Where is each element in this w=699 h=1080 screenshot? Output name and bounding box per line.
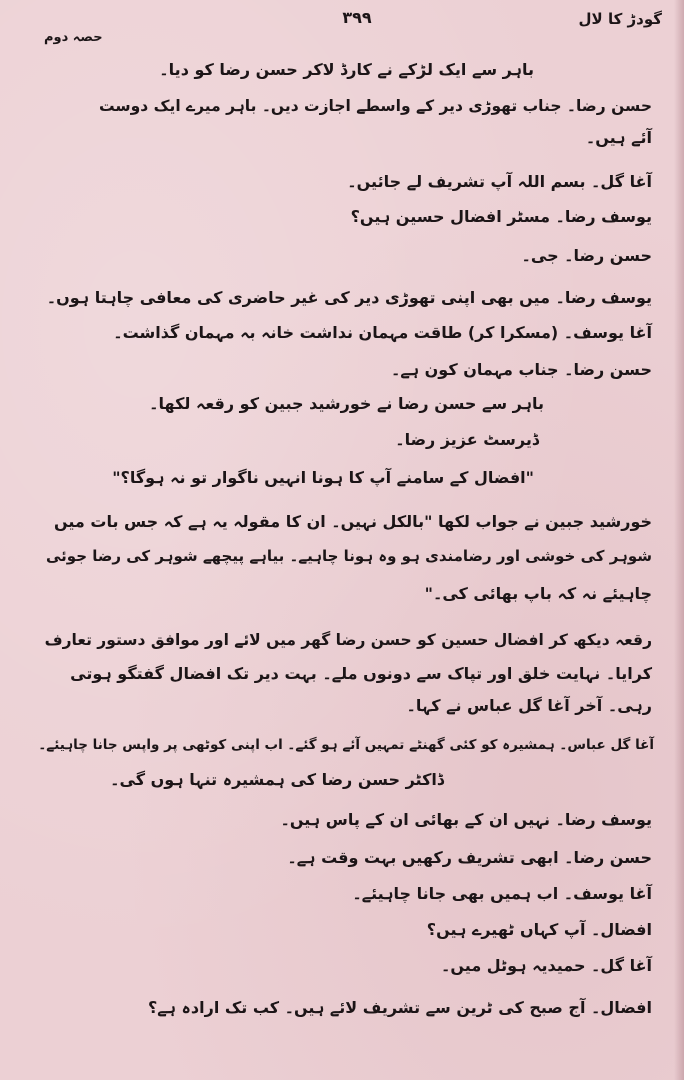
text-line-8: آغا یوسف۔ (مسکرا کر) طاقت مہمان نداشت خانہ بہ مہمان گذاشت۔: [113, 323, 652, 342]
text-line-3: آئے ہیں۔: [585, 128, 652, 147]
text-line-1: باہر سے ایک لڑکے نے کارڈ لاکر حسن رضا کو دیا۔: [159, 60, 534, 79]
text-line-18: رہی۔ آخر آغا گل عباس نے کہا۔: [406, 696, 652, 715]
text-line-11: ڈیرسٹ عزیز رضا۔: [395, 430, 539, 449]
page-number: ۳۹۹: [342, 8, 372, 27]
text-line-26: افضال۔ آج صبح کی ٹرین سے تشریف لائے ہیں۔ کب تک ارادہ ہے؟: [147, 998, 652, 1017]
text-line-24: افضال۔ آپ کہاں ٹھیرے ہیں؟: [426, 920, 652, 939]
spine-shadow: [674, 0, 684, 1080]
text-line-25: آغا گل۔ حمیدیہ ہوٹل میں۔: [441, 956, 652, 975]
text-line-21: یوسف رضا۔ نہیں ان کے بھائی ان کے پاس ہیں۔: [280, 810, 652, 829]
text-line-15: چاہیئے نہ کہ باپ بھائی کی۔": [424, 584, 652, 603]
text-line-4: آغا گل۔ بسم اللہ آپ تشریف لے جائیں۔: [347, 172, 652, 191]
text-line-23: آغا یوسف۔ اب ہمیں بھی جانا چاہیئے۔: [352, 884, 652, 903]
text-line-14: شوہر کی خوشی اور رضامندی ہو وہ ہونا چاہیے۔ بیاہے پیچھے شوہر کی رضا جوئی: [46, 547, 652, 565]
page-edge: [684, 0, 699, 1080]
text-line-5: یوسف رضا۔ مسٹر افضال حسین ہیں؟: [350, 207, 652, 226]
text-line-22: حسن رضا۔ ابھی تشریف رکھیں بہت وقت ہے۔: [287, 848, 652, 867]
text-line-12: "افضال کے سامنے آپ کا ہونا انہیں ناگوار تو نہ ہوگا؟": [112, 468, 534, 487]
text-line-9: حسن رضا۔ جناب مہمان کون ہے۔: [390, 360, 652, 379]
text-line-20: ڈاکٹر حسن رضا کی ہمشیرہ تنہا ہوں گی۔: [110, 770, 444, 789]
text-line-10: باہر سے حسن رضا نے خورشید جبین کو رقعہ لکھا۔: [149, 394, 544, 413]
text-line-13: خورشید جبین نے جواب لکھا "بالکل نہیں۔ ان کا مقولہ یہ ہے کہ جس بات میں: [53, 512, 652, 531]
section-label: حصہ دوم: [44, 30, 103, 45]
text-line-7: یوسف رضا۔ میں بھی اپنی تھوڑی دیر کی غیر حاضری کی معافی چاہتا ہوں۔: [46, 288, 652, 307]
running-title: گودڑ کا لال: [578, 10, 662, 28]
text-line-16: رقعہ دیکھ کر افضال حسین کو حسن رضا گھر میں لائے اور موافق دستور تعارف: [44, 631, 652, 649]
text-line-2: حسن رضا۔ جناب تھوڑی دیر کے واسطے اجازت دیں۔ باہر میرے ایک دوست: [99, 97, 652, 115]
text-line-17: کرایا۔ نہایت خلق اور تپاک سے دونوں ملے۔ بہت دیر تک افضال گفتگو ہوتی: [70, 664, 652, 683]
text-line-19: آغا گل عباس۔ ہمشیرہ کو کئی گھنٹے تمہیں آئے ہو گئے۔ اب اپنی کوٹھی پر واپس جانا چاہیئے۔: [38, 737, 654, 753]
text-line-6: حسن رضا۔ جی۔: [521, 246, 652, 265]
